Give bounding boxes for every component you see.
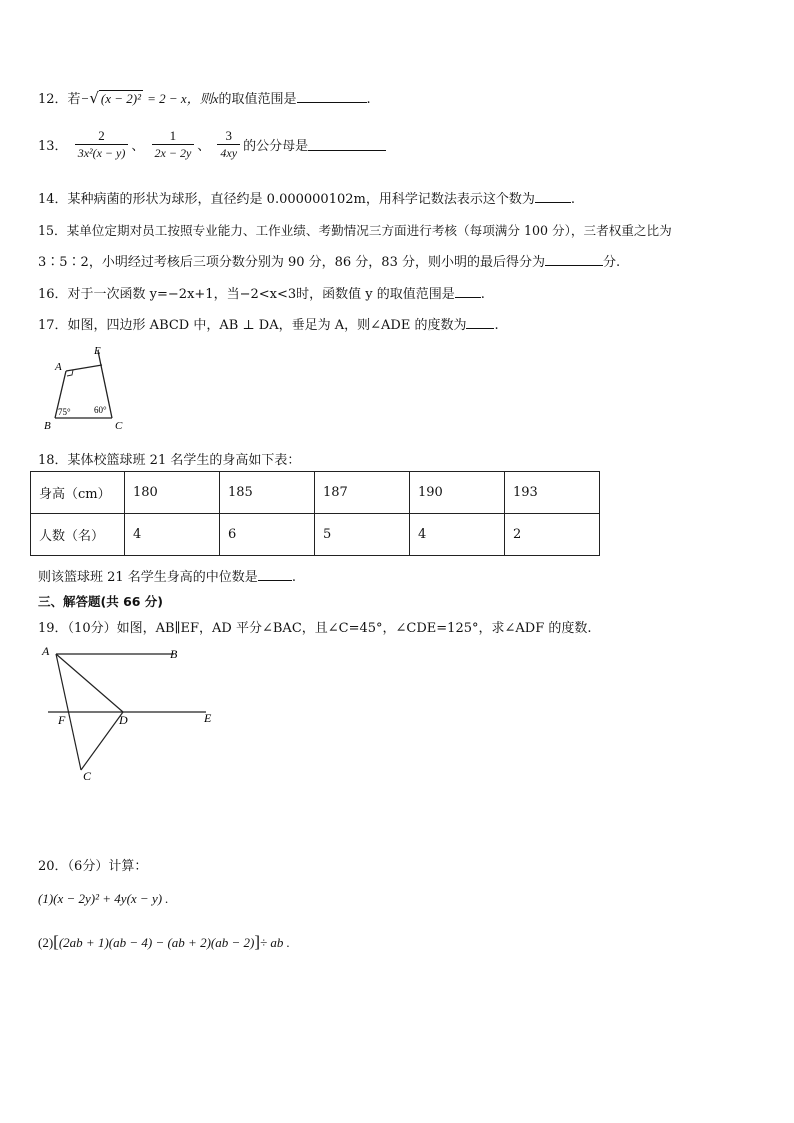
q17-end: . bbox=[494, 318, 499, 333]
table-cell: 身高（cm） bbox=[31, 472, 125, 514]
answer-blank bbox=[258, 568, 292, 581]
label-f: F bbox=[58, 713, 66, 727]
q18-end: . bbox=[291, 570, 296, 585]
q20-part-2-tail: ÷ ab . bbox=[260, 935, 290, 950]
q20-part-2-label: (2) bbox=[38, 935, 54, 950]
question-19 bbox=[38, 617, 591, 636]
q12-radicand: (x − 2)² bbox=[100, 91, 141, 106]
height-table bbox=[30, 471, 600, 556]
label-e: E bbox=[204, 711, 212, 725]
q17-text: 17．如图，四边形 ABCD 中，AB ⊥ DA，垂足为 A，则∠ADE 的度数为 bbox=[38, 318, 467, 333]
angle-b: 75° bbox=[58, 407, 71, 417]
table-cell: 2 bbox=[505, 514, 600, 556]
answer-blank bbox=[455, 285, 481, 298]
q12-tail: 的取值范围是 bbox=[218, 92, 297, 107]
q12-rhs: = 2 − x，则 bbox=[147, 91, 213, 106]
fraction-2: $\frac{1}{2x - 2y}$ bbox=[152, 128, 195, 161]
question-13 bbox=[38, 128, 386, 161]
question-20 bbox=[38, 855, 147, 874]
answer-blank bbox=[545, 253, 603, 266]
edge-ad bbox=[66, 365, 102, 371]
q19-text: 19．（10分）如图，AB∥EF，AD 平分∠BAC，且∠C=45°，∠CDE=125°，求∠ADF 的度数. bbox=[38, 621, 592, 636]
question-12 bbox=[38, 88, 371, 107]
table-cell: 4 bbox=[125, 514, 220, 556]
question-14 bbox=[38, 188, 575, 207]
q20-part-2-expr: (2ab + 1)(ab − 4) − (ab + 2)(ab − 2) bbox=[58, 935, 255, 950]
q13-tail: 的公分母是 bbox=[243, 139, 309, 154]
fraction-3: $\frac{3}{4xy}$ bbox=[217, 128, 240, 161]
q18-text: 18．某体校篮球班 21 名学生的身高如下表： bbox=[38, 453, 301, 468]
q14-end: . bbox=[570, 192, 575, 207]
q12-var: x bbox=[212, 91, 219, 106]
question-20-part-2 bbox=[38, 932, 290, 952]
answer-blank bbox=[466, 316, 494, 329]
question-20-part-1 bbox=[38, 891, 169, 907]
radical-sign-icon: √ bbox=[89, 89, 99, 107]
table-cell: 4 bbox=[410, 514, 505, 556]
answer-blank bbox=[308, 138, 386, 151]
label-d: D bbox=[119, 713, 128, 727]
table-row bbox=[31, 514, 600, 556]
question-15-line-1 bbox=[38, 220, 672, 239]
q12-number: 12．若 bbox=[38, 92, 81, 107]
table-cell: 190 bbox=[410, 472, 505, 514]
label-c: C bbox=[115, 420, 123, 431]
separator: 、 bbox=[131, 139, 145, 154]
q15-text-1: 15．某单位定期对员工按照专业能力、工作业绩、考勤情况三方面进行考核（每项满分 100 分），三者权重之比为 bbox=[38, 223, 672, 238]
q18-after: 则该篮球班 21 名学生身高的中位数是 bbox=[38, 570, 258, 585]
table-cell: 人数（名） bbox=[31, 514, 125, 556]
q12-end: . bbox=[366, 92, 371, 107]
q17-quadrilateral-figure bbox=[40, 343, 130, 431]
question-18-followup bbox=[38, 566, 296, 585]
question-15-line-2 bbox=[38, 251, 620, 270]
q20-text: 20．（6分）计算： bbox=[38, 859, 148, 874]
q20-part-1-expr: (1)(x − 2y)² + 4y(x − y) . bbox=[38, 891, 169, 906]
label-b: B bbox=[44, 420, 51, 431]
table-row bbox=[31, 472, 600, 514]
q16-text: 16．对于一次函数 y=−2x+1，当−2<x<3时，函数值 y 的取值范围是 bbox=[38, 287, 455, 302]
table-cell: 6 bbox=[220, 514, 315, 556]
separator: 、 bbox=[197, 139, 211, 154]
table-cell: 193 bbox=[505, 472, 600, 514]
label-a: A bbox=[42, 644, 50, 658]
question-16 bbox=[38, 283, 485, 302]
right-bracket-icon: ] bbox=[254, 932, 261, 951]
angle-c: 60° bbox=[94, 405, 107, 415]
fraction-1: $\frac{2}{\text{3x²(x − y)}}$ bbox=[75, 128, 129, 161]
q19-parallel-lines-figure bbox=[36, 642, 226, 784]
table-cell: 180 bbox=[125, 472, 220, 514]
label-c: C bbox=[83, 769, 92, 783]
q14-text: 14．某种病菌的形状为球形，直径约是 0.000000102m，用科学记数法表示这个数为 bbox=[38, 192, 535, 207]
table-cell: 185 bbox=[220, 472, 315, 514]
table-cell: 187 bbox=[315, 472, 410, 514]
section-heading: 三、解答题(共 66 分) bbox=[38, 594, 164, 609]
answer-blank bbox=[535, 190, 571, 203]
label-b: B bbox=[170, 647, 178, 661]
line-dc bbox=[81, 712, 123, 770]
left-bracket-icon: [ bbox=[53, 932, 59, 951]
q15-text-2: 3∶5∶2，小明经过考核后三项分数分别为 90 分，86 分，83 分，则小明的最后得分为 bbox=[38, 255, 545, 270]
label-e: E bbox=[94, 345, 101, 357]
q16-end: . bbox=[480, 287, 485, 302]
answer-blank bbox=[297, 90, 367, 103]
q12-minus: − bbox=[80, 91, 90, 106]
q13-number: 13． bbox=[38, 139, 68, 154]
q15-end: 分. bbox=[602, 255, 621, 270]
table-cell: 5 bbox=[315, 514, 410, 556]
question-17 bbox=[38, 314, 499, 333]
label-a: A bbox=[55, 361, 62, 373]
question-18 bbox=[38, 449, 300, 468]
